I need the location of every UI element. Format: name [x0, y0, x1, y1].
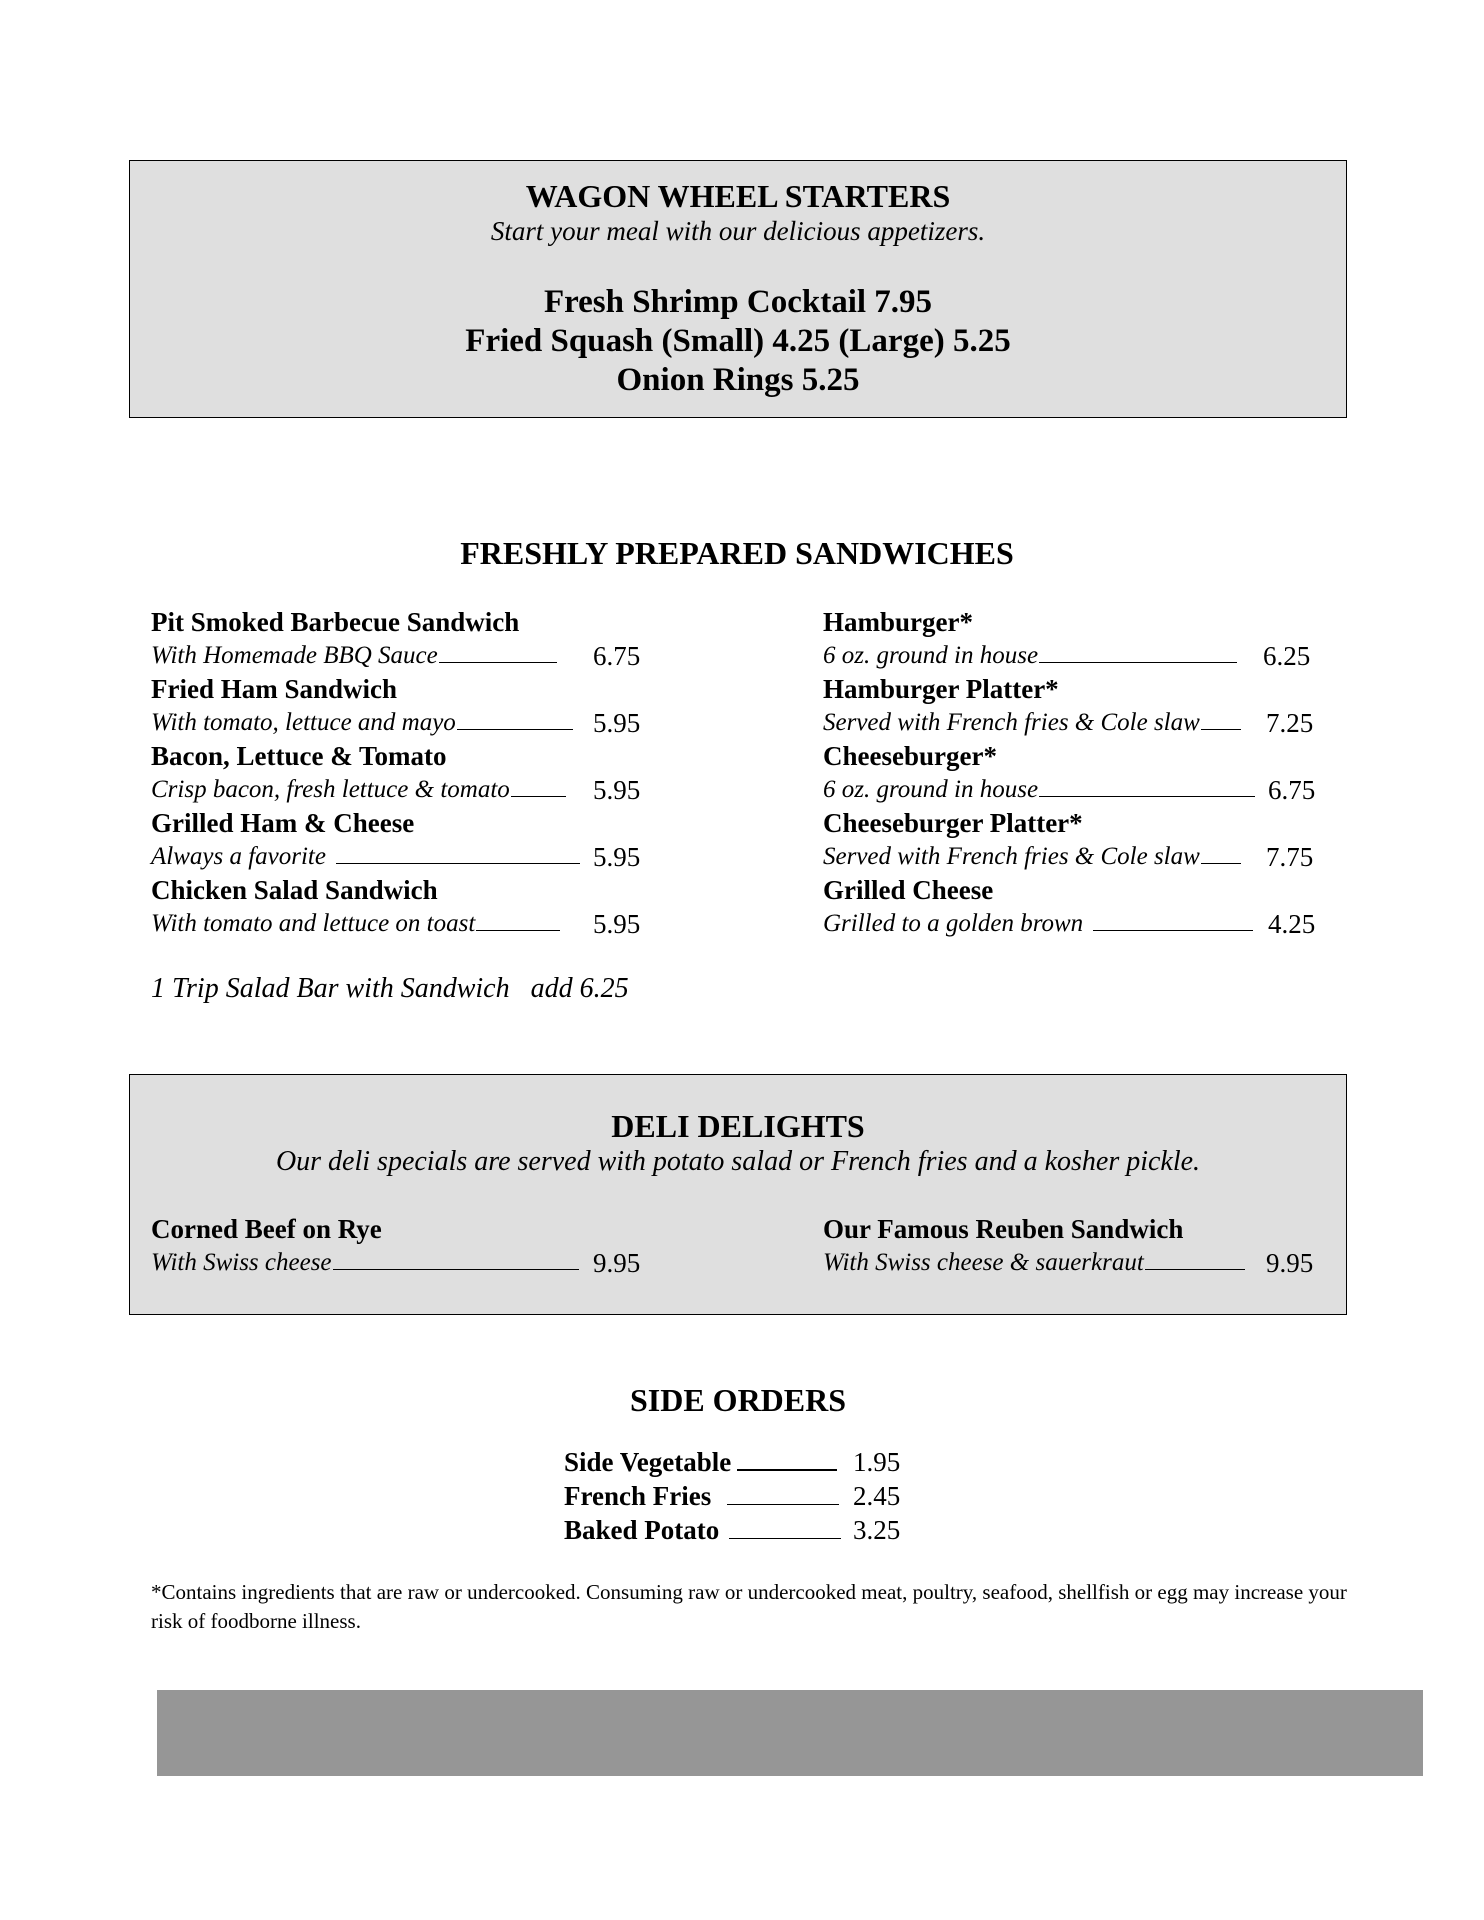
menu-item	[823, 874, 1343, 941]
item-name: Fried Ham Sandwich	[151, 674, 398, 704]
leader-line	[476, 910, 560, 931]
menu-item	[823, 807, 1343, 874]
side-item	[564, 1445, 964, 1479]
side-name: Baked Potato	[564, 1515, 720, 1545]
item-description: Always a favorite	[151, 843, 326, 870]
item-price: 6.25	[1263, 641, 1311, 671]
item-description: With tomato, lettuce and mayo	[151, 709, 456, 736]
item-price: 5.95	[593, 708, 641, 738]
sandwiches-right-column	[823, 606, 1343, 941]
item-price: 4.25	[1268, 909, 1316, 939]
sandwiches-left-column	[151, 606, 671, 941]
item-price: 5.95	[593, 909, 641, 939]
deli-left-item	[151, 1213, 671, 1280]
item-price: 5.95	[593, 775, 641, 805]
item-description: With Homemade BBQ Sauce	[151, 642, 438, 669]
side-name: Side Vegetable	[564, 1447, 732, 1477]
item-description: With Swiss cheese	[151, 1249, 332, 1276]
item-price: 7.75	[1266, 842, 1314, 872]
item-description: Grilled to a golden brown	[823, 910, 1084, 937]
item-description: Crisp bacon, fresh lettuce & tomato	[151, 776, 510, 803]
side-name: French Fries	[564, 1481, 712, 1511]
menu-item	[151, 874, 671, 941]
item-name: Chicken Salad Sandwich	[151, 875, 438, 905]
deli-box	[129, 1074, 1347, 1315]
item-description: Served with French fries & Cole slaw	[823, 709, 1200, 736]
leader-line	[457, 709, 573, 730]
side-item	[564, 1513, 964, 1547]
item-description: With tomato and lettuce on toast	[151, 910, 476, 937]
side-orders-list	[564, 1445, 964, 1547]
starters-box	[129, 160, 1347, 418]
starters-tagline: Start your meal with our delicious appetizers.	[490, 216, 986, 246]
leader-line	[1093, 910, 1253, 931]
leader-line	[336, 843, 580, 864]
starter-item: Onion Rings 5.25	[616, 362, 860, 398]
item-name: Cheeseburger Platter*	[823, 808, 1083, 838]
starter-item: Fresh Shrimp Cocktail 7.95	[543, 284, 933, 320]
item-description: Served with French fries & Cole slaw	[823, 843, 1200, 870]
item-price: 5.95	[593, 842, 641, 872]
item-description: 6 oz. ground in house	[823, 642, 1039, 669]
item-name: Grilled Cheese	[823, 875, 994, 905]
sides-title: SIDE ORDERS	[629, 1382, 847, 1418]
menu-item	[151, 606, 671, 673]
salad-bar-label: 1 Trip Salad Bar with Sandwich	[151, 973, 510, 1004]
item-name: Hamburger*	[823, 607, 973, 637]
starters-title: WAGON WHEEL STARTERS	[525, 178, 951, 214]
footer-band	[157, 1690, 1423, 1776]
deli-tagline: Our deli specials are served with potato salad or French fries and a kosher pickle.	[275, 1146, 1201, 1177]
leader-line	[1145, 1249, 1245, 1270]
menu-item	[823, 606, 1343, 673]
item-price: 6.75	[1268, 775, 1316, 805]
salad-bar-price: add 6.25	[530, 973, 629, 1004]
item-name: Pit Smoked Barbecue Sandwich	[151, 607, 520, 637]
item-price: 6.75	[593, 641, 641, 671]
item-price: 9.95	[1266, 1248, 1314, 1278]
leader-line	[333, 1249, 579, 1270]
menu-item	[151, 807, 671, 874]
item-name: Hamburger Platter*	[823, 674, 1059, 704]
side-price: 1.95	[853, 1447, 901, 1477]
deli-right-item	[823, 1213, 1343, 1280]
leader-line	[737, 1449, 837, 1471]
menu-item	[151, 740, 671, 807]
salad-bar-note	[151, 972, 629, 1006]
item-name: Corned Beef on Rye	[151, 1214, 382, 1244]
item-name: Cheeseburger*	[823, 741, 997, 771]
item-description: 6 oz. ground in house	[823, 776, 1039, 803]
leader-line	[1201, 709, 1241, 730]
leader-line	[1039, 642, 1237, 663]
item-price: 9.95	[593, 1248, 641, 1278]
leader-line	[1039, 776, 1255, 797]
menu-item	[823, 740, 1343, 807]
leader-line	[439, 642, 557, 663]
item-name: Our Famous Reuben Sandwich	[823, 1214, 1184, 1244]
item-price: 7.25	[1266, 708, 1314, 738]
deli-title: DELI DELIGHTS	[611, 1108, 865, 1144]
leader-line	[511, 776, 566, 797]
menu-item	[823, 673, 1343, 740]
leader-line	[1201, 843, 1241, 864]
leader-line	[727, 1484, 839, 1505]
item-description: With Swiss cheese & sauerkraut	[823, 1249, 1144, 1276]
item-name: Grilled Ham & Cheese	[151, 808, 415, 838]
side-item	[564, 1479, 964, 1513]
item-name: Bacon, Lettuce & Tomato	[151, 741, 447, 771]
side-price: 3.25	[853, 1515, 901, 1545]
starter-item: Fried Squash (Small) 4.25 (Large) 5.25	[465, 323, 1011, 359]
sandwiches-title: FRESHLY PREPARED SANDWICHES	[460, 535, 1014, 571]
leader-line	[729, 1518, 841, 1539]
menu-item	[151, 673, 671, 740]
allergy-disclaimer: *Contains ingredients that are raw or undercooked. Consuming raw or undercooked meat, poultry, seafood, shellfish or egg may increase your risk of foodborne illness.	[151, 1580, 1347, 1633]
side-price: 2.45	[853, 1481, 901, 1511]
